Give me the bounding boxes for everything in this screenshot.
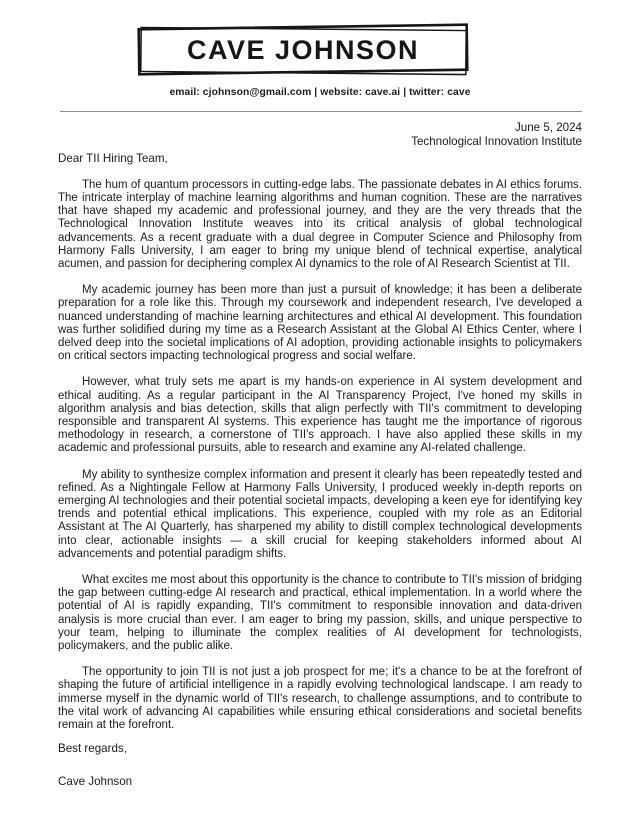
letter-date: June 5, 2024 <box>514 121 582 134</box>
paragraph-3: However, what truly sets me apart is my hands-on experience in AI system development and ethical auditing. As a regular participant in the AI Transparency Project, I've honed my skills in algorithm analysis and bias detection, skills that align perfectly with TII's commitment to developing responsible and transparent AI systems. This experience has taught me the importance of rigorous methodology in research, a cornerstone of TII's approach. I have also applied these skills in my academic and professional pursuits, able to research and examine any AI-related challenge. <box>58 376 582 455</box>
paragraph-1: The hum of quantum processors in cutting-edge labs. The passionate debates in AI ethics forums. The intricate interplay of machine learning algorithms and human cognition. These are the narratives that have shaped my academic and professional journey, and they are the very threads that the Technological Innovation Institute weaves into its critical analysis of global technological advancements. As a recent graduate with a dual degree in Computer Science and Philosophy from Harmony Falls University, I am eager to bring my unique blend of technical expertise, analytical acumen, and passion for deciphering complex AI dynamics to the role of AI Research Scientist at TII. <box>58 178 582 270</box>
letter-body <box>58 121 582 788</box>
signature-name: Cave Johnson <box>58 774 133 788</box>
letterhead-name-box <box>135 22 471 78</box>
letter-organization: Technological Innovation Institute <box>411 134 582 148</box>
letterhead-name: CAVE JOHNSON <box>186 34 420 65</box>
paragraph-6: The opportunity to join TII is not just a job prospect for me; it's a chance to be at the forefront of shaping the future of artificial intelligence in a rapidly evolving technological landscape. I am ready to immerse myself in the dynamic world of TII's research, to challenge assumptions, and to contribute to the vital work of advancing AI capabilities while ensuring ethical considerations and societal benefits remain at the forefront. <box>58 666 582 732</box>
header-divider <box>60 111 582 112</box>
paragraph-5: What excites me most about this opportunity is the chance to contribute to TII's mission of bridging the gap between cutting-edge AI research and practical, ethical implementation. In a world where the potential of AI is rapidly expanding, TII's commitment to responsible innovation and data-driven analysis is more crucial than ever. I am eager to bring my passion, skills, and unique perspective to your team, helping to illuminate the complex realities of AI development for technologists, policymakers, and the public alike. <box>58 574 582 653</box>
letterhead-contact-line: email: cjohnson@gmail.com | website: cave.ai | twitter: cave <box>169 87 471 98</box>
paragraph-2: My academic journey has been more than just a pursuit of knowledge; it has been a deliberate preparation for a role like this. Through my coursework and independent research, I've developed a nuanced understanding of machine learning architectures and ethical AI development. This foundation was further solidified during my time as a Research Assistant at the Global AI Ethics Center, where I delved deep into the societal implications of AI adoption, providing actionable insights to policymakers on critical sectors impacting technological progress and social welfare. <box>58 284 582 363</box>
closing-phrase: Best regards, <box>58 742 127 756</box>
letter-meta <box>58 121 582 148</box>
salutation: Dear TII Hiring Team, <box>58 152 168 166</box>
paragraph-4: My ability to synthesize complex information and present it clearly has been repeatedly tested and refined. As a Nightingale Fellow at Harmony Falls University, I produced weekly in-depth reports on emerging AI technologies and their potential societal impacts, developing a keen eye for identifying key trends and potential ethical implications. This experience, coupled with my role as an Editorial Assistant at The AI Quarterly, has sharpened my ability to distill complex technological developments into clear, actionable insights — a skill crucial for keeping stakeholders informed about AI advancements and potential paradigm shifts. <box>58 468 582 560</box>
